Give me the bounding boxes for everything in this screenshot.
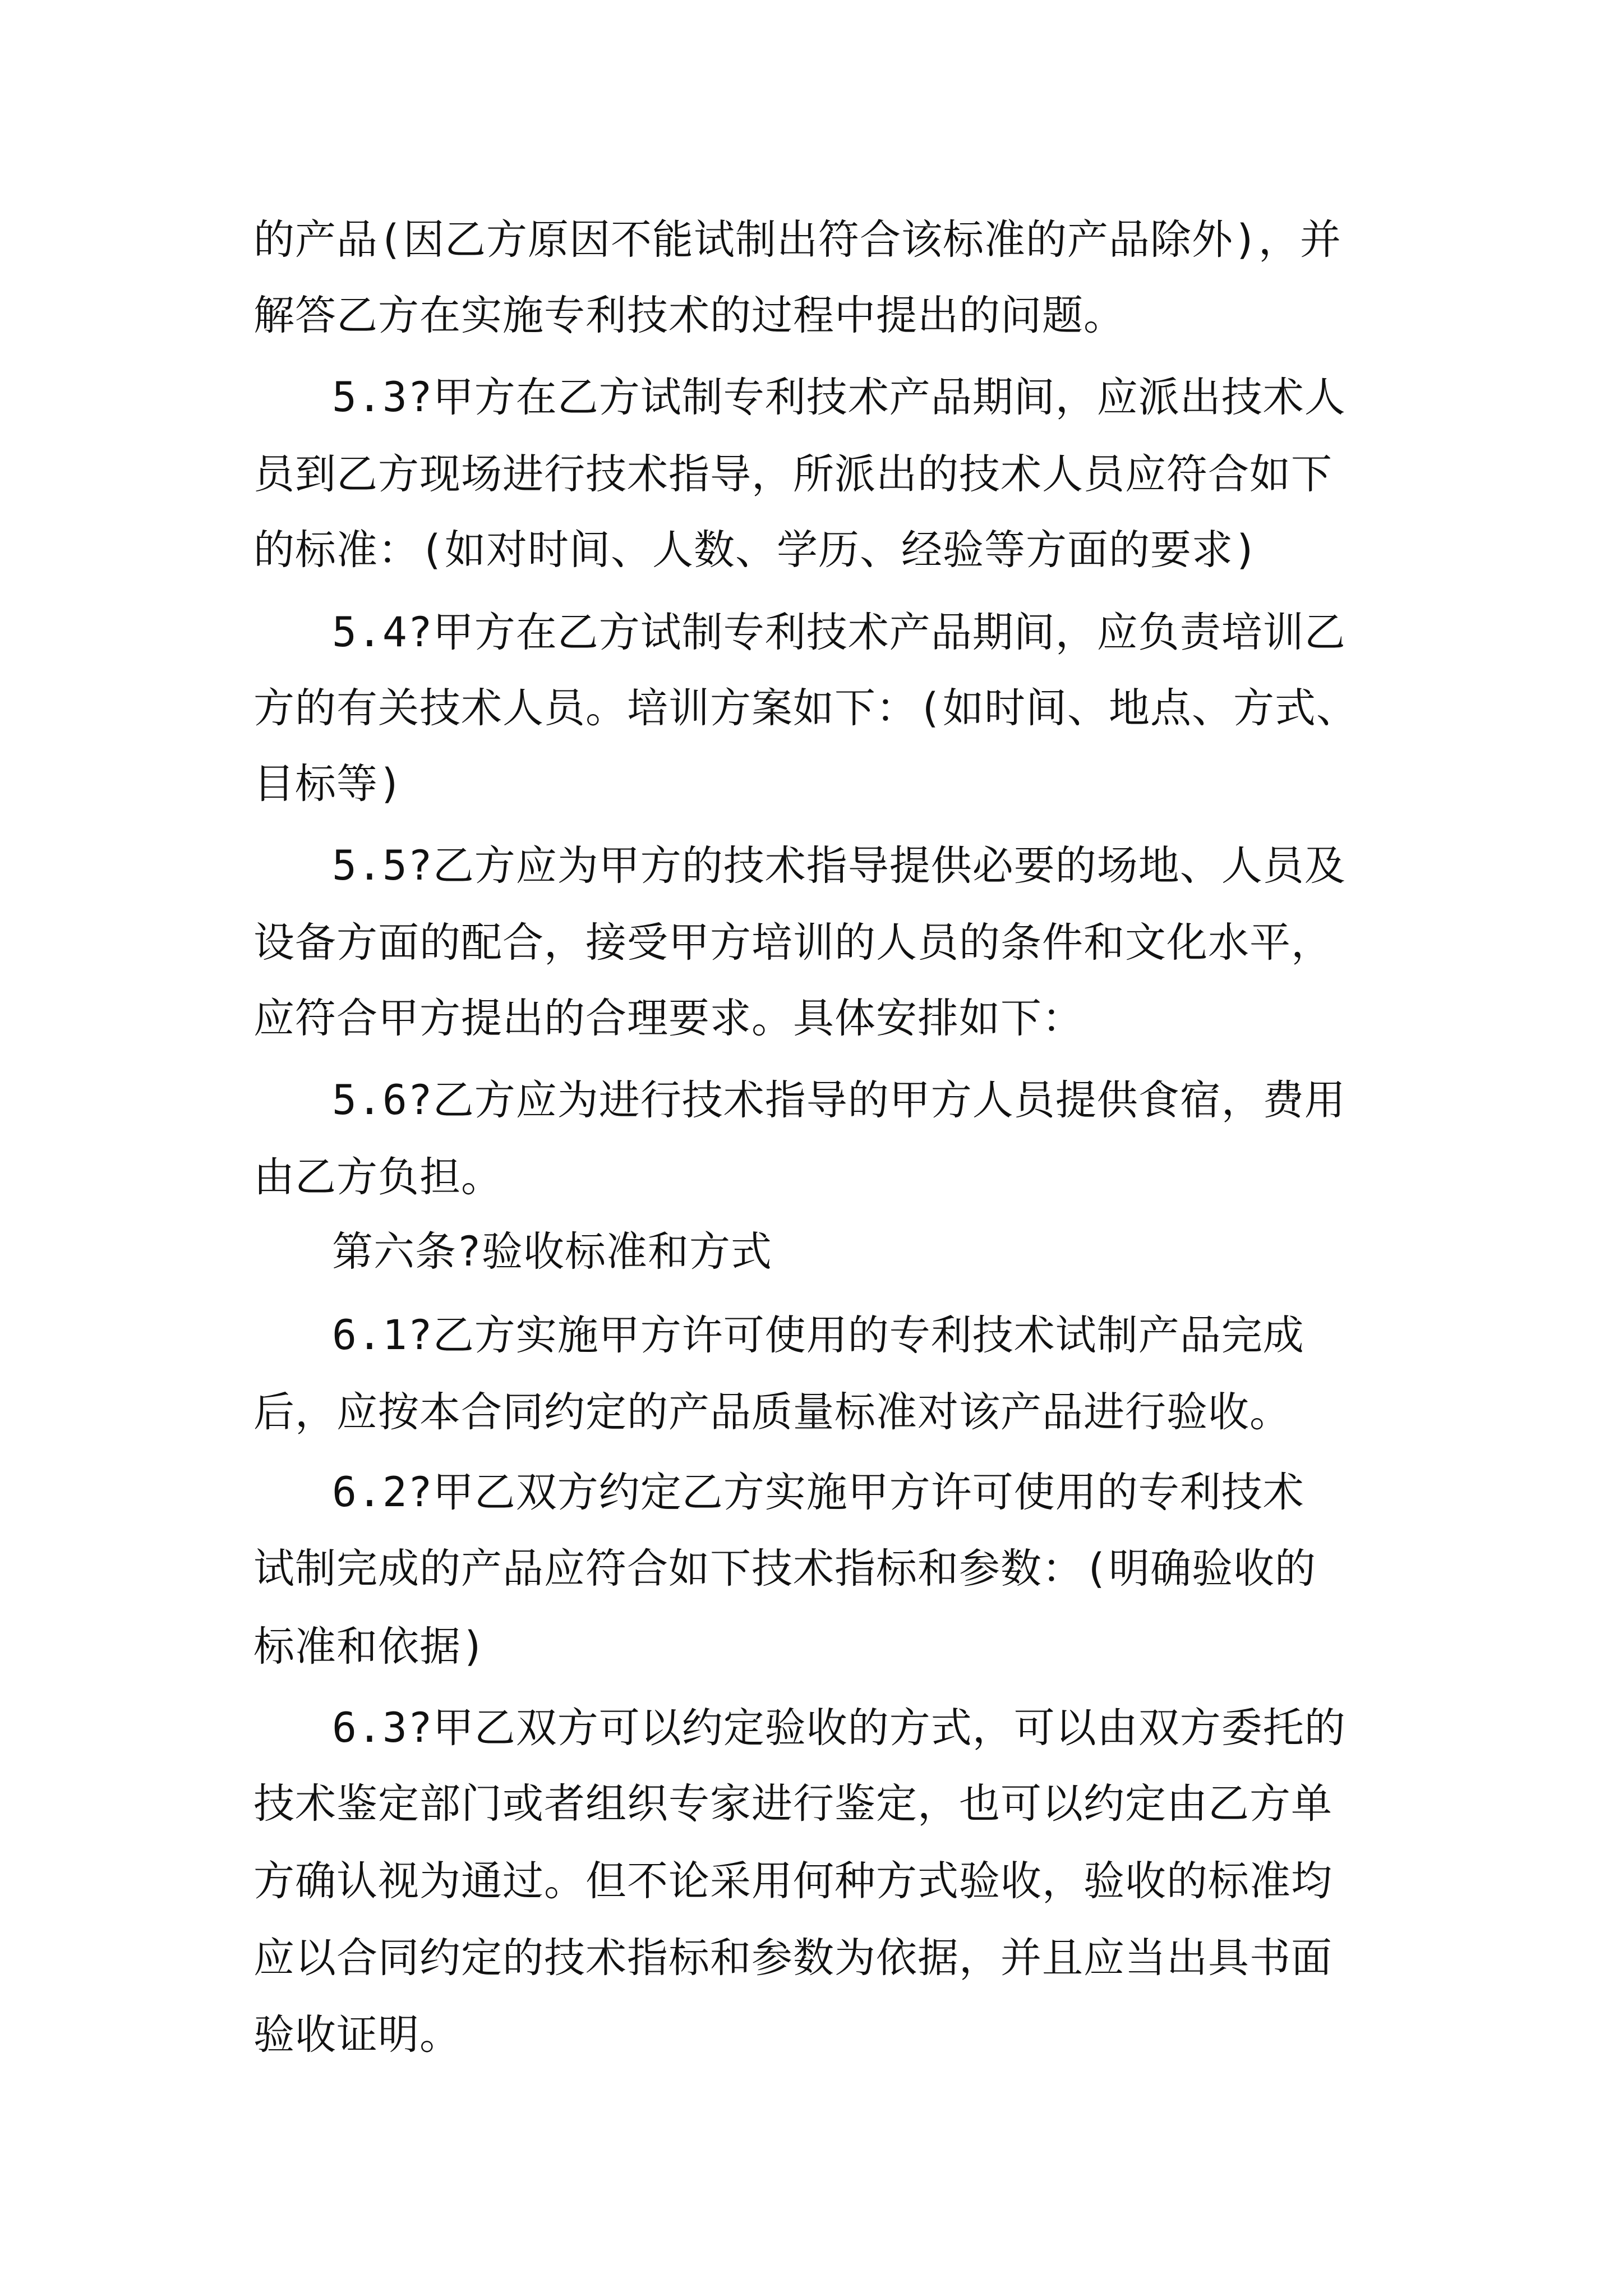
text-line: 技术鉴定部门或者组织专家进行鉴定，也可以约定由乙方单 xyxy=(253,1780,1332,1828)
text-line: 由乙方负担。 xyxy=(253,1153,502,1201)
text-line: 应符合甲方提出的合理要求。具体安排如下： xyxy=(253,995,1083,1042)
text-line: 后，应按本合同约定的产品质量标准对该产品进行验收。 xyxy=(253,1388,1291,1436)
paragraph-6-3-line: 6.3?甲乙双方可以约定验收的方式，可以由双方委托的 xyxy=(332,1704,1346,1752)
text-line: 方确认视为通过。但不论采用何种方式验收，验收的标准均 xyxy=(253,1857,1332,1905)
text-line: 目标等) xyxy=(253,760,403,808)
section-heading: 第六条?验收标准和方式 xyxy=(332,1228,772,1276)
text-line: 方的有关技术人员。培训方案如下：(如时间、地点、方式、 xyxy=(253,684,1358,732)
text-line: 试制完成的产品应符合如下技术指标和参数：(明确验收的 xyxy=(253,1545,1316,1593)
paragraph-5-4-line: 5.4?甲方在乙方试制专利技术产品期间，应负责培训乙 xyxy=(332,609,1346,656)
paragraph-6-2-line: 6.2?甲乙双方约定乙方实施甲方许可使用的专利技术 xyxy=(332,1469,1304,1516)
text-line: 的标准：(如对时间、人数、学历、经验等方面的要求) xyxy=(253,526,1258,574)
paragraph-5-5-line: 5.5?乙方应为甲方的技术指导提供必要的场地、人员及 xyxy=(332,842,1346,890)
text-line: 应以合同约定的技术指标和参数为依据，并且应当出具书面 xyxy=(253,1934,1332,1982)
paragraph-6-1-line: 6.1?乙方实施甲方许可使用的专利技术试制产品完成 xyxy=(332,1312,1304,1359)
paragraph-5-3-line: 5.3?甲方在乙方试制专利技术产品期间，应派出技术人 xyxy=(332,374,1346,421)
text-line: 解答乙方在实施专利技术的过程中提出的问题。 xyxy=(253,292,1125,339)
text-line: 标准和依据) xyxy=(253,1623,486,1671)
text-line: 验收证明。 xyxy=(253,2011,461,2059)
paragraph-5-6-line: 5.6?乙方应为进行技术指导的甲方人员提供食宿，费用 xyxy=(332,1076,1346,1124)
text-line: 设备方面的配合，接受甲方培训的人员的条件和文化水平， xyxy=(253,919,1332,967)
text-line: 员到乙方现场进行技术指导，所派出的技术人员应符合如下 xyxy=(253,450,1332,498)
text-line: 的产品(因乙方原因不能试制出符合该标准的产品除外)，并 xyxy=(253,216,1341,264)
